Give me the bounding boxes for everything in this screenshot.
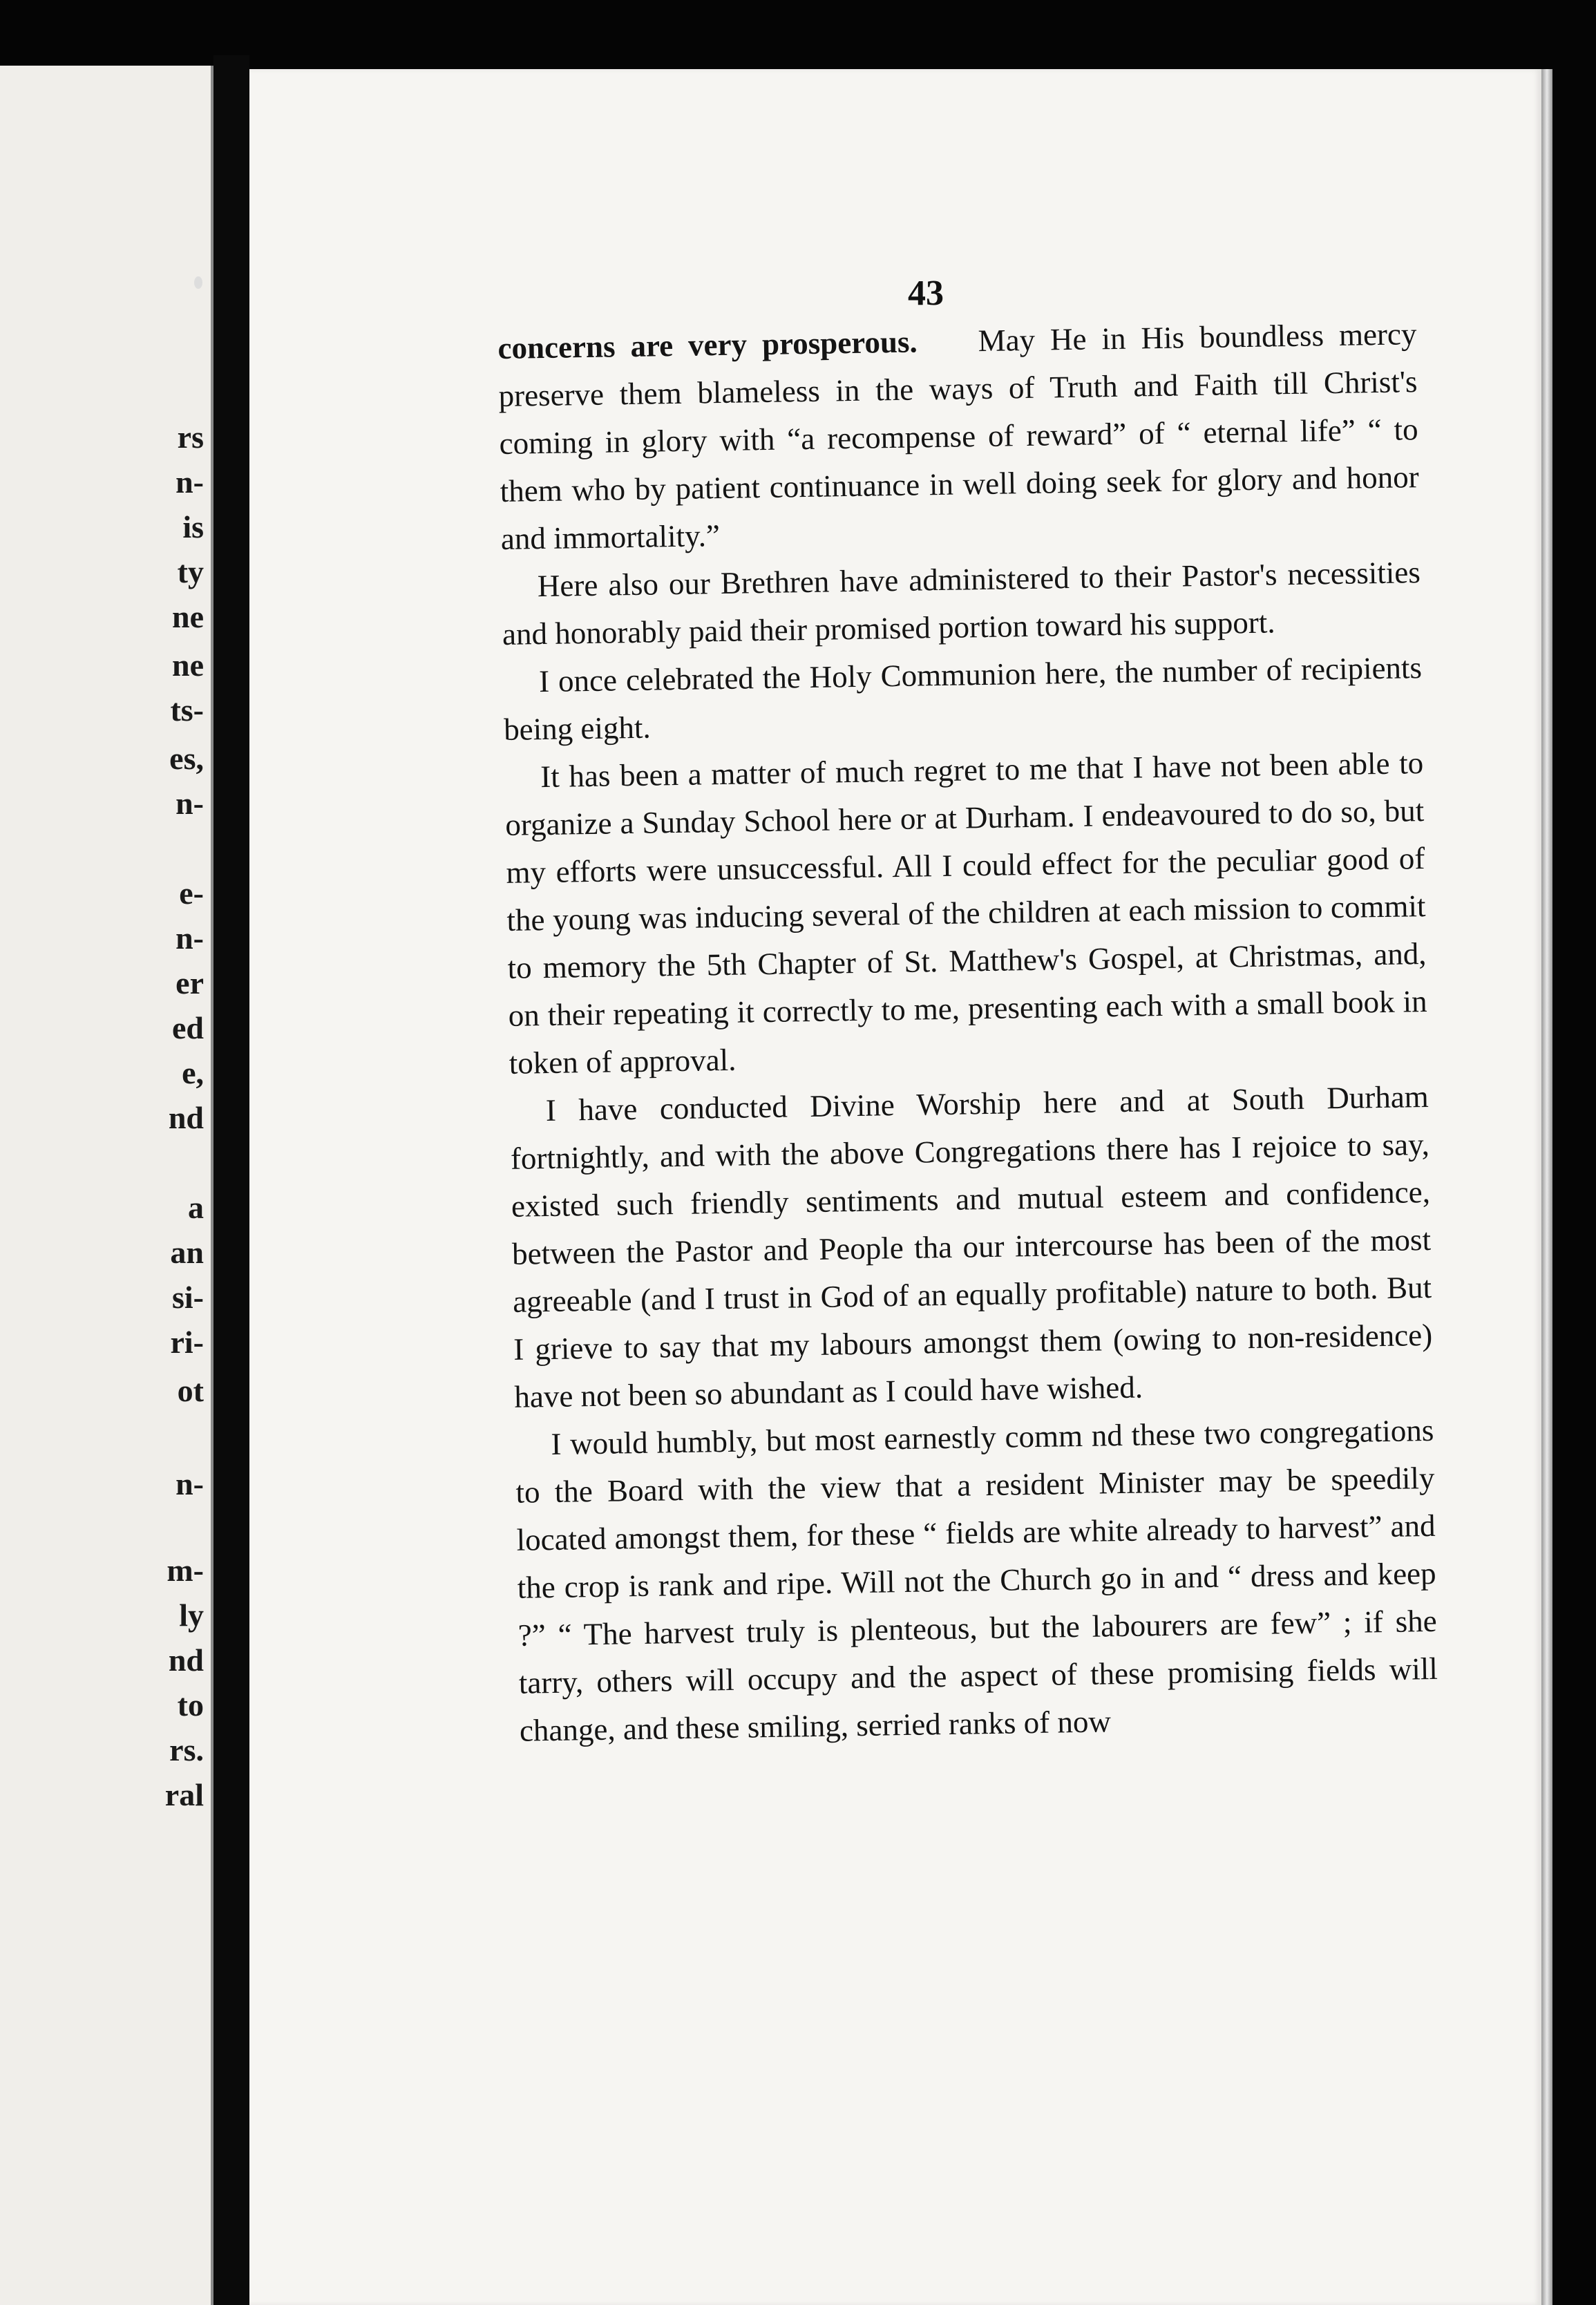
paragraph-text: May He in His boundless mercy preserve them blameless in the ways of Truth and Faith till Christ's coming in glory with “a recompense of reward” of “ eternal life” “ to them who by patient continuance in well doing seek for glory and honor and immortality.” xyxy=(498,316,1420,556)
left-page-fragment: n- xyxy=(175,464,204,500)
left-page-fragment: ral xyxy=(164,1777,204,1812)
left-page-fragment: n- xyxy=(175,1466,204,1501)
page-number: 43 xyxy=(908,274,944,313)
left-page-fragment: es, xyxy=(169,741,204,776)
left-page-fragment: ed xyxy=(172,1010,204,1045)
paragraph-lead: concerns are very prosperous. xyxy=(497,324,918,366)
book-gutter xyxy=(213,55,249,2305)
facing-page-fragment xyxy=(0,66,213,2305)
paragraph-5: I have conducted Divine Worship here and at South Durham fortnightly, and with the above Congregations there has I rejoice to say, existed such friendly sentiments and mutual esteem and confidence, between the Pastor and People tha our intercourse has been of the most agreeable (and I trust in God of an equally profitable) nature to both. But I grieve to say that my labours amongst them (owing to non-residence) have not been so abundant as I could have wished. xyxy=(510,1079,1433,1414)
paragraph-2: Here also our Brethren have administered to their Pastor's necessities and honorably paid their promised portion toward his support. xyxy=(502,555,1421,652)
left-page-fragment: ty xyxy=(177,554,204,589)
left-page-fragment: nd xyxy=(168,1100,204,1135)
left-page-fragment: n- xyxy=(175,786,204,821)
left-page-fragment: a xyxy=(188,1190,204,1225)
page-edge xyxy=(1541,69,1552,2305)
body-text xyxy=(497,310,1438,1755)
paragraph-3: I once celebrated the Holy Communion here, the number of recipients being eight. xyxy=(503,650,1423,747)
left-page-fragment: si- xyxy=(172,1280,204,1315)
left-page-fragment: e- xyxy=(179,875,204,911)
left-page-fragment: e, xyxy=(182,1055,204,1090)
left-page-fragment: ri- xyxy=(170,1325,204,1360)
paragraph-6: I would humbly, but most earnestly comm nd these two congregations to the Board with the view that a resident Minister may be speedily located amongst them, for these “ fields are white already to harvest” and the crop is rank and ripe. Will not the Church go in and “ dress and keep ?” “ The harvest truly is plenteous, but the labourers are few” ; if she tarry, others will occupy and the aspect of these promising fields will change, and these smiling, serried ranks of now xyxy=(515,1412,1438,1748)
left-page-fragment: ly xyxy=(179,1597,204,1633)
left-page-fragment: nd xyxy=(168,1642,204,1678)
binding-mark xyxy=(194,276,202,289)
paragraph-4: It has been a matter of much regret to me that I have not been able to organize a Sunday School here or at Durham. I endeavoured to do so, but my efforts were unsuccessful. All I could effect for the peculiar good of the young was inducing several of the children at each mission to commit to memory the 5th Chapter of St. Matthew's Gospel, at Christmas, and, on their repeating it correctly to me, presenting each with a small book in token of approval. xyxy=(504,746,1427,1081)
left-page-fragment: er xyxy=(175,965,204,1000)
left-page-fragment: ne xyxy=(172,647,204,683)
left-page-fragment: to xyxy=(177,1687,204,1723)
left-page-fragment: rs xyxy=(177,419,204,455)
left-page-fragment: an xyxy=(170,1235,204,1270)
left-page-fragment: is xyxy=(182,509,204,544)
left-page-fragment: ot xyxy=(177,1373,204,1408)
left-page-fragment: m- xyxy=(167,1553,204,1588)
left-page-fragment: ne xyxy=(172,599,204,634)
paragraph-1 xyxy=(497,310,1420,563)
left-page-fragment: rs. xyxy=(169,1732,204,1767)
left-page-fragment: ts- xyxy=(170,692,204,728)
left-page-fragment: n- xyxy=(175,920,204,956)
